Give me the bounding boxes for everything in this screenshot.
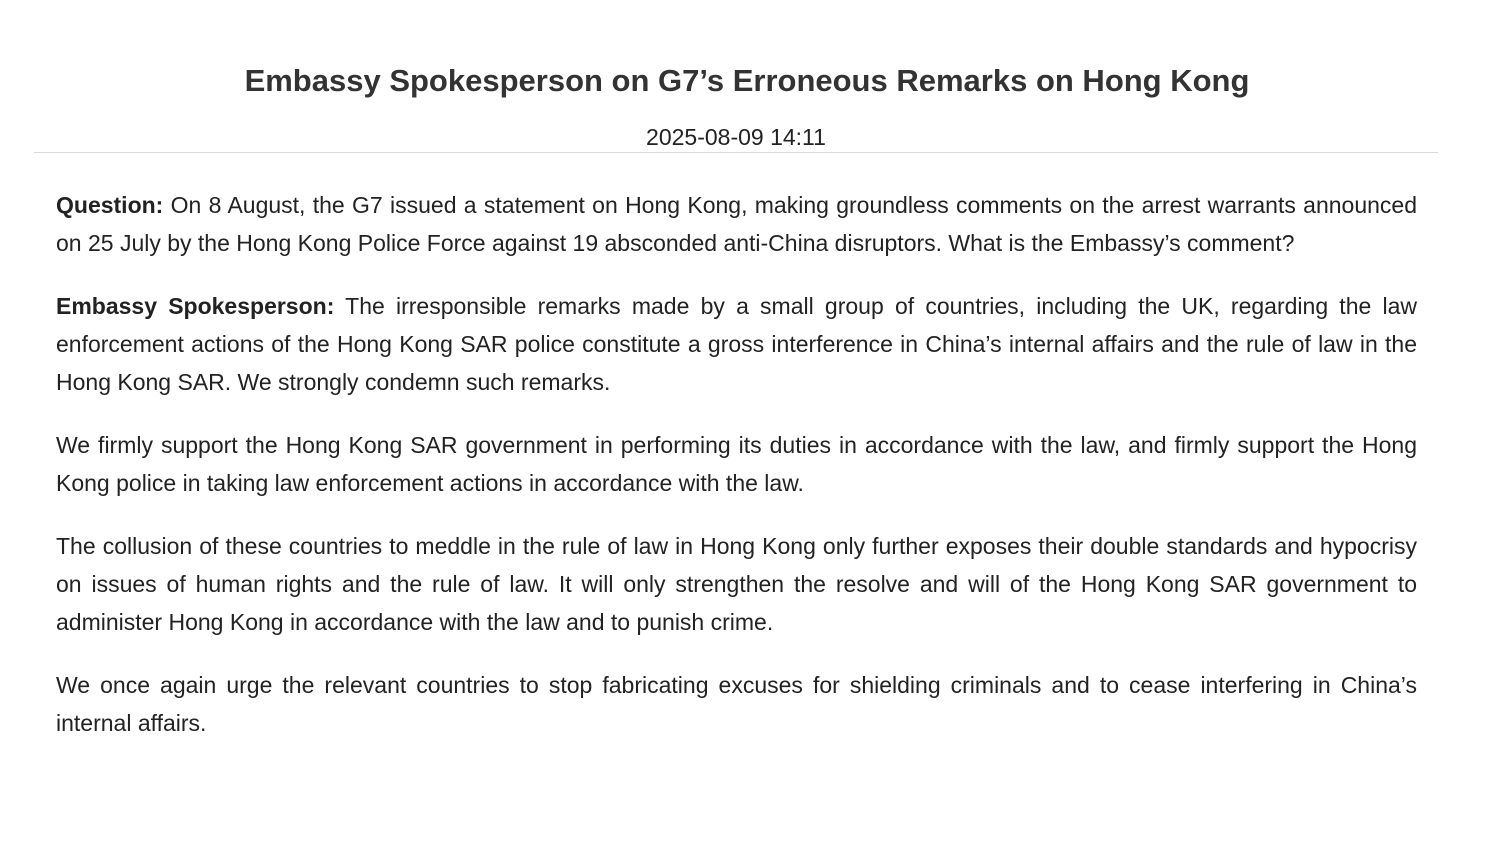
spokesperson-label: Embassy Spokesperson: [56,293,335,319]
question-label: Question: [56,192,164,218]
paragraph-question [56,186,1417,262]
paragraph-collusion: The collusion of these countries to meddle in the rule of law in Hong Kong only further exposes their double standards and hypocrisy on issues of human rights and the rule of law. It will only strengthen the resolve and will of the Hong Kong SAR government to administer Hong Kong in accordance with the law and to punish crime. [56,533,1417,635]
paragraph-spokesperson [56,287,1417,401]
question-text: On 8 August, the G7 issued a statement on Hong Kong, making groundless comments on the arrest warrants announced on 25 July by the Hong Kong Police Force against 19 absconded anti-China disruptors. What is the Embassy’s comment? [56,192,1417,256]
publish-date: 2025-08-09 14:11 [646,124,826,150]
paragraph-urge: We once again urge the relevant countries to stop fabricating excuses for shielding criminals and to cease interfering in China’s internal affairs. [56,672,1417,736]
divider [34,152,1438,153]
paragraph-support: We firmly support the Hong Kong SAR government in performing its duties in accordance with the law, and firmly support the Hong Kong police in taking law enforcement actions in accordance with the law. [56,432,1417,496]
article-body [56,186,1417,767]
page-title: Embassy Spokesperson on G7’s Erroneous Remarks on Hong Kong [244,63,1250,98]
spokesperson-text: The irresponsible remarks made by a small group of countries, including the UK, regarding the law enforcement actions of the Hong Kong SAR police constitute a gross interference in China’s internal affairs and the rule of law in the Hong Kong SAR. We strongly condemn such remarks. [56,293,1417,395]
